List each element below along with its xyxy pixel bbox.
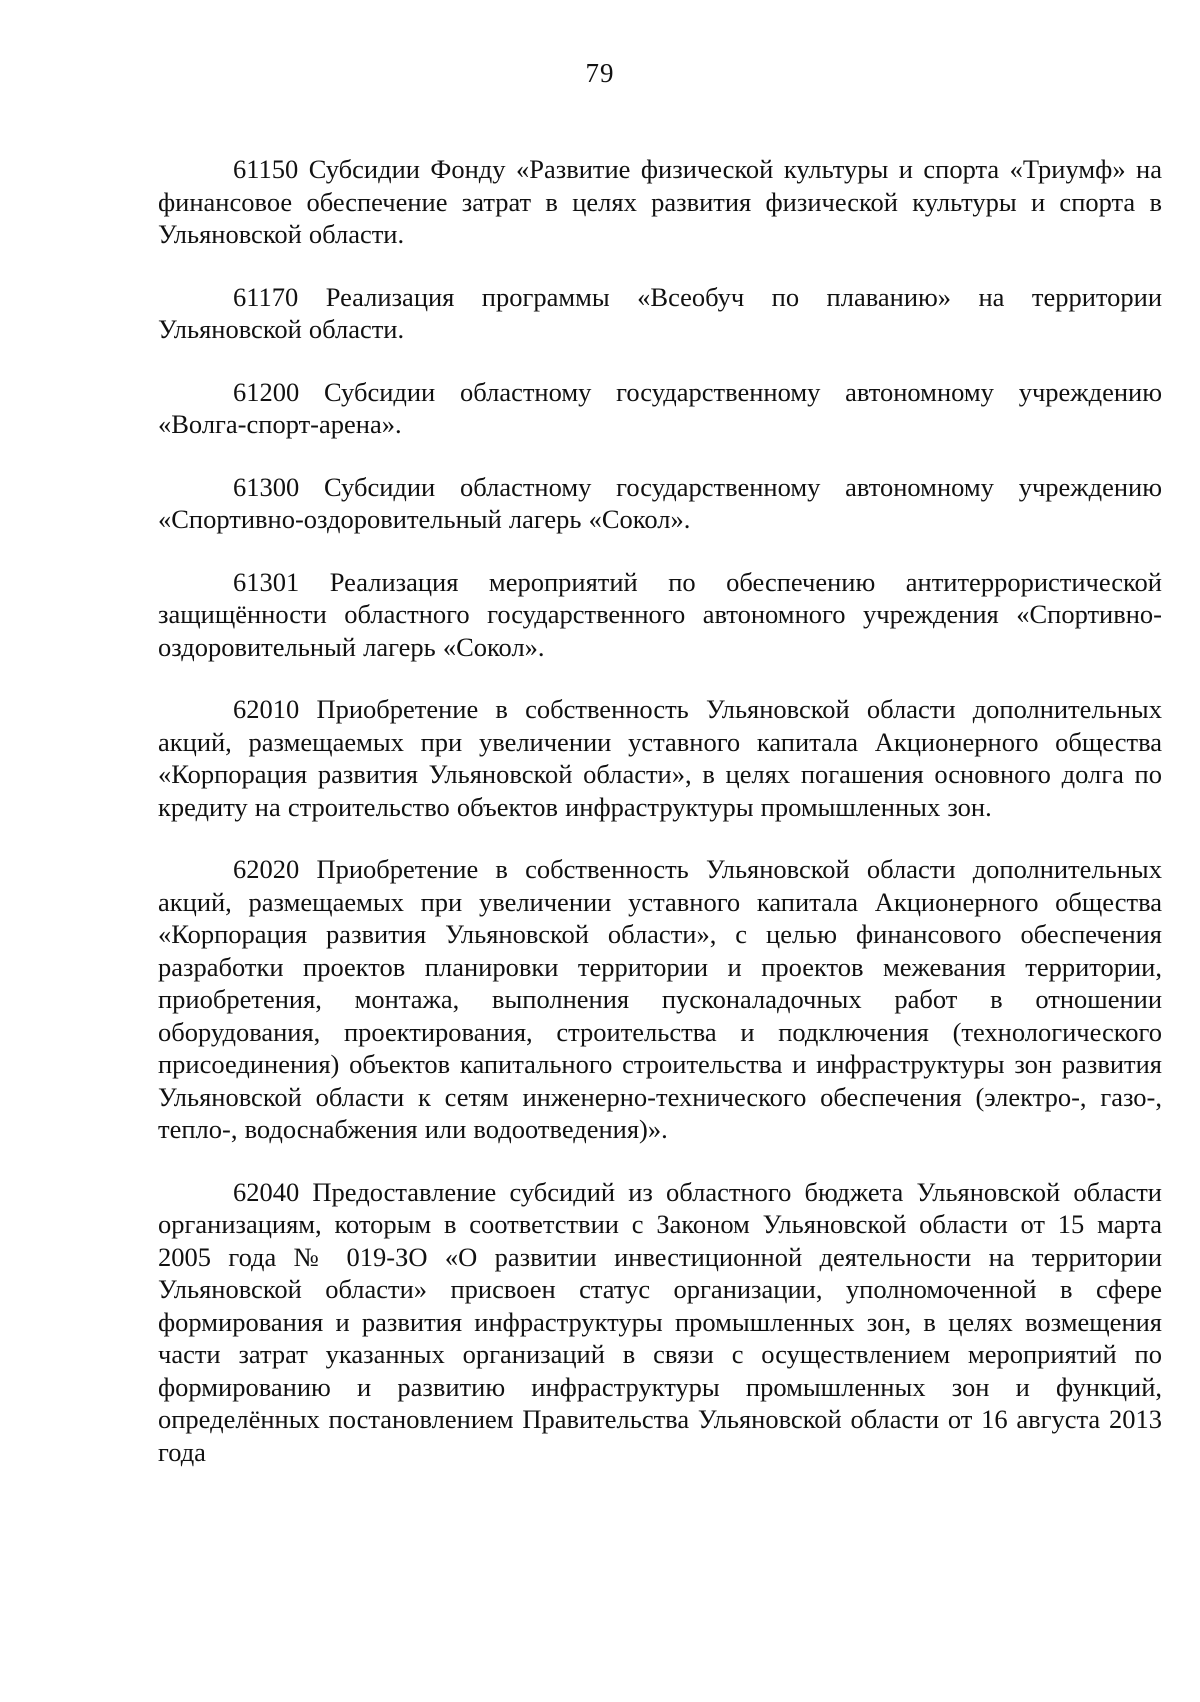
paragraph-61150: 61150 Субсидии Фонду «Развитие физической культуры и спорта «Триумф» на финансовое обеспечение затрат в целях развития физической культуры и спорта в Ульяновской области.	[158, 154, 1162, 249]
paragraph-61300: 61300 Субсидии областному государственному автономному учреждению «Спортивно-оздоровительный лагерь «Сокол».	[158, 471, 1162, 534]
paragraph-61170: 61170 Реализация программы «Всеобуч по плаванию» на территории Ульяновской области.	[158, 281, 1162, 344]
paragraph-62010: 62010 Приобретение в собственность Ульяновской области дополнительных акций, размещаемых при увеличении уставного капитала Акционерного общества «Корпорация развития Ульяновской области», в целях погашения основного долга по кредиту на строительство объектов инфраструктуры промышленных зон.	[158, 694, 1162, 822]
paragraph-61200: 61200 Субсидии областному государственному автономному учреждению «Волга-спорт-арена».	[158, 376, 1162, 439]
document-body	[158, 153, 1162, 1498]
page-number: 79	[585, 58, 615, 88]
paragraph-61301: 61301 Реализация мероприятий по обеспечению антитеррористической защищённости областного государственного автономного учреждения «Спортивно-оздоровительный лагерь «Сокол».	[158, 566, 1162, 662]
paragraph-62040: 62040 Предоставление субсидий из областного бюджета Ульяновской области организациям, которым в соответствии с Законом Ульяновской области от 15 марта 2005 года № 019-ЗО «О развитии инвестиционной деятельности на территории Ульяновской области» присвоен статус организации, уполномоченной в сфере формирования и развития инфраструктуры промышленных зон, в целях возмещения части затрат указанных организаций в связи с осуществлением мероприятий по формированию и развитию инфраструктуры промышленных зон и функций, определённых постановлением Правительства Ульяновской области от 16 августа 2013 года	[158, 1176, 1162, 1467]
paragraph-62020: 62020 Приобретение в собственность Ульяновской области дополнительных акций, размещаемых при увеличении уставного капитала Акционерного общества «Корпорация развития Ульяновской области», с целью финансового обеспечения разработки проектов планировки территории и проектов межевания территории, приобретения, монтажа, выполнения пусконаладочных работ в отношении оборудования, проектирования, строительства и подключения (технологического присоединения) объектов капитального строительства и инфраструктуры зон развития Ульяновской области к сетям инженерно-технического обеспечения (электро-, газо-, тепло-, водоснабжения или водоотведения)».	[158, 854, 1162, 1144]
